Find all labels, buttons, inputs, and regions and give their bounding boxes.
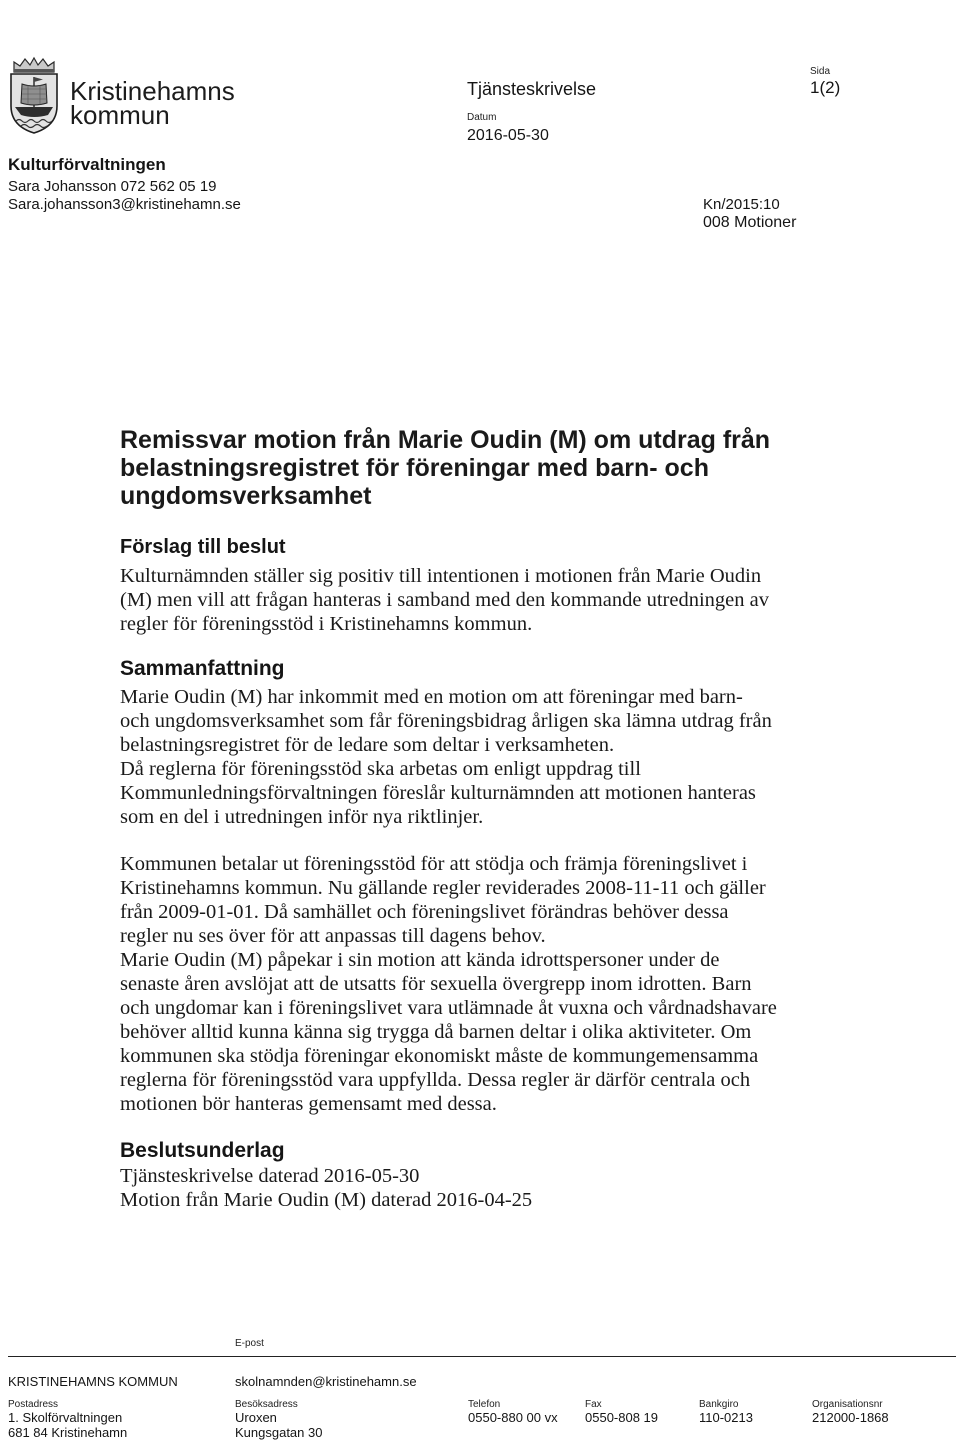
page-number: 1(2) [810,78,841,97]
text-line: reglerna för föreningsstöd vara uppfyllda. Dessa regler är därför centrala och [120,1069,751,1091]
text-line: och ungdomsverksamhet som får föreningsbidrag årligen ska lämna utdrag från [120,710,772,732]
org-name-line-1: Kristinehamns [70,76,235,106]
footer-divider [8,1356,956,1357]
date-label: Datum [467,112,497,123]
text-line: Kristinehamns kommun. Nu gällande regler reviderades 2008-11-11 och gäller [120,877,766,899]
footer-org-name: KRISTINEHAMNS KOMMUN [8,1374,178,1389]
footer-value: 681 84 Kristinehamn [8,1425,128,1440]
text-line: Marie Oudin (M) har inkommit med en motion om att föreningar med barn- [120,686,743,708]
footer-column-visiting-address [235,1399,322,1440]
footer-label: Fax [585,1399,602,1410]
crown [14,58,54,72]
text-line: motionen bör hanteras gemensamt med dessa. [120,1093,497,1115]
text-line: (M) men vill att frågan hanteras i samband med den kommande utredningen av [120,589,769,611]
sender-name-phone: Sara Johansson 072 562 05 19 [8,178,217,195]
sender-email: Sara.johansson3@kristinehamn.se [8,196,241,213]
summary-paragraph-2 [120,852,777,1116]
footer-column-phone [468,1399,558,1425]
footer-value: 110-0213 [699,1410,753,1425]
footer-email-label: E-post [235,1338,264,1349]
footer-value: 0550-880 00 vx [468,1410,558,1425]
text-line: och ungdomar kan i föreningslivet vara utlämnade åt vuxna och vårdnadshavare [120,997,777,1019]
text-line: regler nu ses över för att anpassas till dagens behov. [120,925,546,947]
case-category: 008 Motioner [703,214,797,231]
title-line: Remissvar motion från Marie Oudin (M) om utdrag från [120,426,771,454]
text-line: Då reglerna för föreningsstöd ska arbetas om enligt uppdrag till [120,758,641,780]
summary-paragraph-1 [120,685,772,829]
text-line: Kulturnämnden ställer sig positiv till intentionen i motionen från Marie Oudin [120,565,762,587]
proposal-heading: Förslag till beslut [120,536,286,558]
text-line: belastningsregistret för de ledare som deltar i verksamheten. [120,734,615,756]
proposal-text [120,564,769,636]
footer-column-org-number [812,1399,889,1425]
footer-label: Organisationsnr [812,1399,883,1410]
footer-column-fax [585,1399,658,1425]
sender-department: Kulturförvaltningen [8,155,166,174]
basis-heading: Beslutsunderlag [120,1139,285,1162]
org-name-line-2: kommun [70,100,170,130]
document-type: Tjänsteskrivelse [467,79,597,99]
footer-value: 0550-808 19 [585,1410,659,1425]
case-number: Kn/2015:10 [703,196,780,213]
footer-value: 212000-1868 [812,1410,889,1425]
footer-column-postal-address [8,1399,127,1440]
basis-item: Motion från Marie Oudin (M) daterad 2016-04-25 [120,1189,533,1211]
footer-value: Kungsgatan 30 [235,1425,323,1440]
document-title [120,426,770,510]
footer-label: Bankgiro [699,1399,739,1410]
coat-of-arms-graphic [6,56,62,136]
basis-list [120,1164,532,1212]
document-date: 2016-05-30 [467,127,549,144]
text-line: som en del i utredningen inför nya riktlinjer. [120,806,484,828]
text-line: behöver alltid kunna känna sig trygga då barnen deltar i olika aktiviteter. Om [120,1021,752,1043]
text-line: från 2009-01-01. Då samhället och föreningslivet förändras behöver dessa [120,901,729,923]
text-line: senaste åren avslöjat att de utsatts för sexuella övergrepp inom idrotten. Barn [120,973,752,995]
footer-label: Telefon [468,1399,501,1410]
title-line: ungdomsverksamhet [120,482,372,510]
footer-label: Postadress [8,1399,59,1410]
summary-heading: Sammanfattning [120,657,285,680]
text-line: Kommunledningsförvaltningen föreslår kulturnämnden att motionen hanteras [120,782,756,804]
footer-column-bankgiro [699,1399,753,1425]
text-line: regler för föreningsstöd i Kristinehamns kommun. [120,613,533,635]
text-line: Kommunen betalar ut föreningsstöd för att stödja och främja föreningslivet i [120,853,748,875]
basis-item: Tjänsteskrivelse daterad 2016-05-30 [120,1165,420,1187]
page-label: Sida [810,66,831,77]
text-line: Marie Oudin (M) påpekar i sin motion att kända idrottspersoner under de [120,949,720,971]
coat-of-arms-icon [6,56,62,136]
text-line: kommunen ska stödja föreningar ekonomiskt måste de kommungemensamma [120,1045,759,1067]
footer-email: skolnamnden@kristinehamn.se [235,1374,417,1389]
footer-label: Besöksadress [235,1399,298,1410]
title-line: belastningsregistret för föreningar med barn- och [120,454,709,482]
footer-value: Uroxen [235,1410,277,1425]
footer-value: 1. Skolförvaltningen [8,1410,123,1425]
